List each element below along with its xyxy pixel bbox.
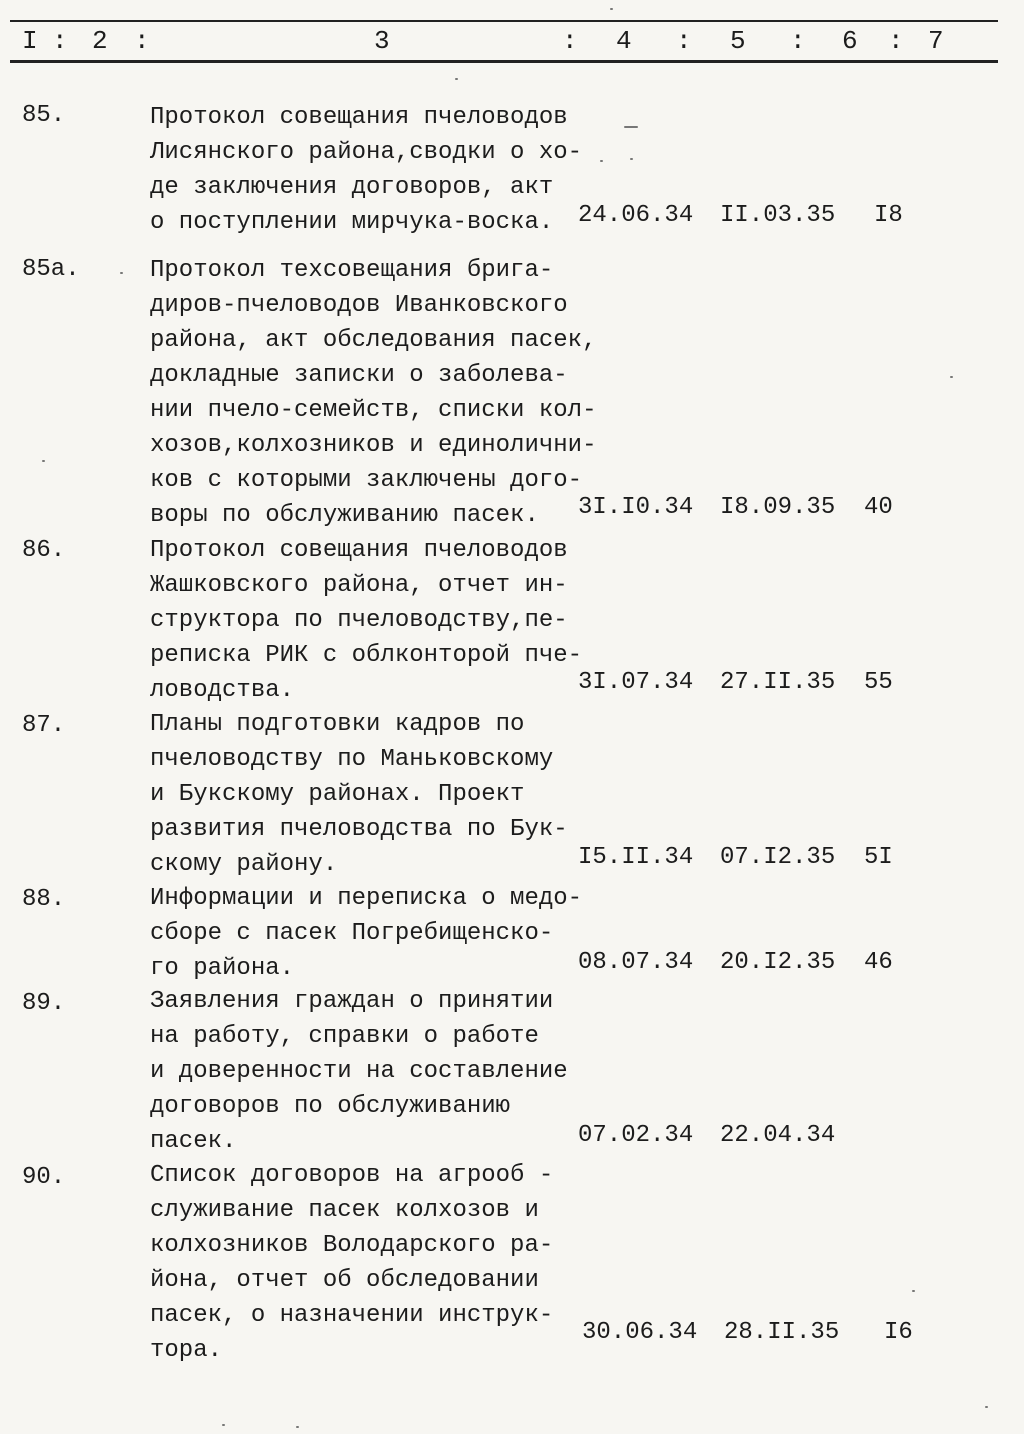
entry-description bbox=[150, 984, 600, 1159]
header-col-3: 3 bbox=[374, 26, 390, 56]
description-line: Планы подготовки кадров по bbox=[150, 711, 525, 738]
description-line: структора по пчеловодству,пе- bbox=[150, 607, 568, 634]
scan-speck bbox=[950, 376, 953, 378]
entry-description bbox=[150, 100, 600, 240]
entry-sheet-count: 46 bbox=[864, 949, 893, 976]
description-line: йона, отчет об обследовании bbox=[150, 1267, 539, 1294]
description-line: и доверенности на составление bbox=[150, 1058, 568, 1085]
entry-number: 90. bbox=[22, 1164, 66, 1191]
header-separator: : bbox=[562, 26, 578, 56]
header-separator: : bbox=[790, 26, 806, 56]
description-line: и Букскому районах. Проект bbox=[150, 781, 525, 808]
description-line: Информации и переписка о медо- bbox=[150, 885, 583, 912]
entry-sheet-count: 40 bbox=[864, 494, 893, 521]
description-line: Заявления граждан о принятии bbox=[150, 988, 554, 1015]
description-line: тора. bbox=[150, 1337, 223, 1364]
description-line: докладные записки о заболева- bbox=[150, 362, 568, 389]
entry-end-date: II.03.35 bbox=[720, 202, 836, 229]
entry-end-date: 28.II.35 bbox=[724, 1319, 840, 1346]
scan-speck bbox=[985, 1406, 988, 1408]
description-line: развития пчеловодства по Бук- bbox=[150, 816, 568, 843]
header-top-rule bbox=[10, 20, 998, 22]
scan-speck bbox=[600, 160, 603, 162]
entry-start-date: I5.II.34 bbox=[578, 844, 694, 871]
header-col-6: 6 bbox=[842, 26, 858, 56]
entry-description bbox=[150, 881, 600, 986]
header-separator: : bbox=[676, 26, 692, 56]
header-col-7: 7 bbox=[928, 26, 944, 56]
entry-sheet-count: 5I bbox=[864, 844, 893, 871]
scan-speck bbox=[455, 78, 458, 80]
entry-end-date: 20.I2.35 bbox=[720, 949, 836, 976]
description-line: Список договоров на агрооб - bbox=[150, 1162, 554, 1189]
description-line: го района. bbox=[150, 955, 295, 982]
description-line: воры по обслуживанию пасек. bbox=[150, 502, 539, 529]
entry-start-date: 3I.07.34 bbox=[578, 669, 694, 696]
description-line: на работу, справки о работе bbox=[150, 1023, 539, 1050]
header-col-5: 5 bbox=[730, 26, 746, 56]
description-line: пасек, о назначении инструк- bbox=[150, 1302, 554, 1329]
header-col-4: 4 bbox=[616, 26, 632, 56]
description-line: скому району. bbox=[150, 851, 338, 878]
scan-speck bbox=[120, 272, 123, 274]
entry-number: 85. bbox=[22, 102, 66, 129]
description-line: колхозников Володарского ра- bbox=[150, 1232, 554, 1259]
entry-number: 85а. bbox=[22, 256, 80, 283]
entry-sheet-count: I8 bbox=[874, 202, 903, 229]
header-bottom-rule bbox=[10, 60, 998, 63]
description-line: ков с которыми заключены дого- bbox=[150, 467, 583, 494]
scan-speck bbox=[630, 158, 633, 160]
entry-number: 87. bbox=[22, 712, 66, 739]
description-line: Жашковского района, отчет ин- bbox=[150, 572, 568, 599]
description-line: о поступлении мирчука-воска. bbox=[150, 209, 554, 236]
entry-start-date: 08.07.34 bbox=[578, 949, 694, 976]
description-line: служивание пасек колхозов и bbox=[150, 1197, 539, 1224]
header-separator: : bbox=[134, 26, 150, 56]
description-line: хозов,колхозников и единолични- bbox=[150, 432, 597, 459]
header-col-2: 2 bbox=[92, 26, 108, 56]
entry-end-date: I8.09.35 bbox=[720, 494, 836, 521]
description-line: Протокол совещания пчеловодов bbox=[150, 104, 568, 131]
description-line: района, акт обследования пасек, bbox=[150, 327, 597, 354]
scan-speck bbox=[624, 126, 638, 128]
entry-end-date: 27.II.35 bbox=[720, 669, 836, 696]
description-line: договоров по обслуживанию bbox=[150, 1093, 511, 1120]
description-line: Протокол совещания пчеловодов bbox=[150, 537, 568, 564]
description-line: пасек. bbox=[150, 1128, 237, 1155]
entry-number: 86. bbox=[22, 537, 66, 564]
description-line: ловодства. bbox=[150, 677, 295, 704]
description-line: диров-пчеловодов Иванковского bbox=[150, 292, 568, 319]
scan-speck bbox=[610, 8, 613, 10]
entry-description bbox=[150, 533, 600, 708]
entry-start-date: 24.06.34 bbox=[578, 202, 694, 229]
scan-speck bbox=[222, 1424, 225, 1426]
entry-number: 88. bbox=[22, 886, 66, 913]
entry-number: 89. bbox=[22, 990, 66, 1017]
scan-speck bbox=[296, 1426, 299, 1428]
description-line: пчеловодству по Маньковскому bbox=[150, 746, 554, 773]
description-line: сборе с пасек Погребищенско- bbox=[150, 920, 554, 947]
entry-description bbox=[150, 1158, 600, 1368]
scan-speck bbox=[912, 1290, 915, 1292]
description-line: де заключения договоров, акт bbox=[150, 174, 554, 201]
entry-start-date: 30.06.34 bbox=[582, 1319, 698, 1346]
entry-start-date: 3I.I0.34 bbox=[578, 494, 694, 521]
description-line: реписка РИК с облконторой пче- bbox=[150, 642, 583, 669]
description-line: Протокол техсовещания бригa- bbox=[150, 257, 554, 284]
entry-end-date: 22.04.34 bbox=[720, 1122, 836, 1149]
header-col-1: I bbox=[22, 26, 38, 56]
description-line: Лисянского района,сводки о хо- bbox=[150, 139, 583, 166]
entry-end-date: 07.I2.35 bbox=[720, 844, 836, 871]
header-separator: : bbox=[888, 26, 904, 56]
description-line: нии пчело-семейств, списки кол- bbox=[150, 397, 597, 424]
entry-sheet-count: I6 bbox=[884, 1319, 913, 1346]
entry-description bbox=[150, 707, 600, 882]
entry-description bbox=[150, 253, 600, 533]
entry-start-date: 07.02.34 bbox=[578, 1122, 694, 1149]
entry-sheet-count: 55 bbox=[864, 669, 893, 696]
header-separator: : bbox=[52, 26, 68, 56]
scan-speck bbox=[42, 460, 45, 462]
